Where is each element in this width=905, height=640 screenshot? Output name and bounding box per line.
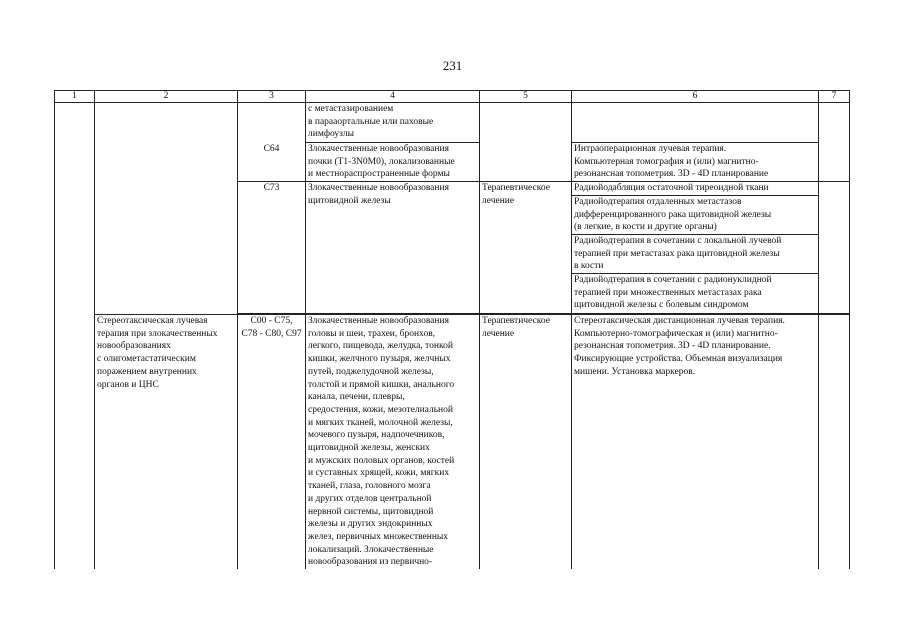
cell-disease — [306, 103, 480, 143]
cell-method — [572, 103, 819, 143]
cell-disease — [306, 315, 480, 570]
cell-number — [55, 103, 95, 315]
cell-extra — [819, 315, 850, 570]
group-text: Стереотаксическая лучевая терапия при злокачественных новообразованиях с олигометастатическим поражением внутренних органов и ЦНС — [97, 316, 218, 390]
cell-treatment — [480, 103, 572, 182]
cell-treatment — [480, 182, 572, 314]
header-col-2: 2 — [95, 91, 238, 103]
header-col-6: 6 — [572, 91, 819, 103]
cell-method — [572, 182, 819, 196]
method-text: Радиойодтерапия в сочетании с радионуклидной терапией при множественных метастазах рака щитовидной железы с болевым синдромом — [574, 275, 772, 311]
treatment-table — [54, 90, 850, 569]
cell-method — [572, 195, 819, 234]
disease-text: Злокачественные новообразования головы и шеи, трахеи, бронхов, легкого, пищевода, желудка, тонкой кишки, желчного пузыря, желчных путей, поджелудочной железы, толстой и прямой кишки, анального канала, печени, плевры, средостения, кожи, мезотелиальной и мягких тканей, молочной железы, мочевого пузыря, надпочечников, щитовидной железы, женских и мужских половых органов, костей и суставных хрящей, кожи, мягких тканей, глаза, головного мозга и других отделов центральной нервной системы, щитовидной железы и других эндокринных желез, первичных множественных локализаций. Злокачественные новообразования из первично- — [308, 316, 455, 568]
cell-method — [572, 315, 819, 570]
method-text: Радиойодтерапия в сочетании с локальной лучевой терапией при метастазах рака щитовидной железы в кости — [574, 235, 782, 272]
header-col-7: 7 — [819, 91, 850, 103]
cell-code — [238, 143, 306, 182]
code-text: C64 — [263, 143, 280, 154]
cell-method — [572, 274, 819, 314]
code-text: C00 - C75, C78 - C80, C97 — [241, 316, 302, 339]
cell-method — [572, 143, 819, 182]
treatment-text: Терапевтическое лечение — [482, 183, 550, 206]
cell-code — [238, 182, 306, 314]
cell-code — [238, 103, 306, 143]
table-row — [55, 103, 850, 143]
cell-number — [55, 315, 95, 570]
method-text: Стереотаксическая дистанционная лучевая терапия. Компьютерно-томографическая и (или) магнитно- резонансная топометрия. 3D - 4D планирование. Фиксирующие устройства. Объемная визуализация мишени. Установка маркеров. — [574, 316, 785, 377]
code-text: C73 — [263, 183, 280, 194]
method-text: Радиойодтерапия отдаленных метастазов дифференцированного рака щитовидной железы (в легкие, в кости и другие органы) — [574, 196, 772, 233]
header-col-5: 5 — [480, 91, 572, 103]
method-text: Интраоперационная лучевая терапия. Компьютерная томография и (или) магнитно- резонансная топометрия. 3D - 4D планирование — [574, 144, 769, 180]
cell-disease — [306, 143, 480, 182]
treatment-text: Терапевтическое лечение — [482, 316, 550, 339]
disease-text: с метастазированием в парааортальные или паховые лимфоузлы — [308, 104, 434, 140]
header-col-3: 3 — [238, 91, 306, 103]
cell-extra — [819, 103, 850, 182]
disease-text: Злокачественные новообразования щитовидной железы — [308, 183, 449, 206]
cell-code — [238, 315, 306, 570]
cell-group — [95, 103, 238, 315]
table-row — [55, 315, 850, 570]
cell-group — [95, 315, 238, 570]
cell-treatment — [480, 315, 572, 570]
method-text: Радиойодабляция остаточной тиреоидной ткани — [574, 183, 769, 194]
header-col-1: 1 — [55, 91, 95, 103]
header-row — [55, 91, 850, 103]
disease-text: Злокачественные новообразования почки (T1-3N0M0), локализованные и местнораспространенные формы — [308, 144, 455, 180]
cell-method — [572, 234, 819, 273]
cell-extra — [819, 182, 850, 314]
page-number: 231 — [442, 58, 463, 73]
cell-disease — [306, 182, 480, 314]
header-col-4: 4 — [306, 91, 480, 103]
